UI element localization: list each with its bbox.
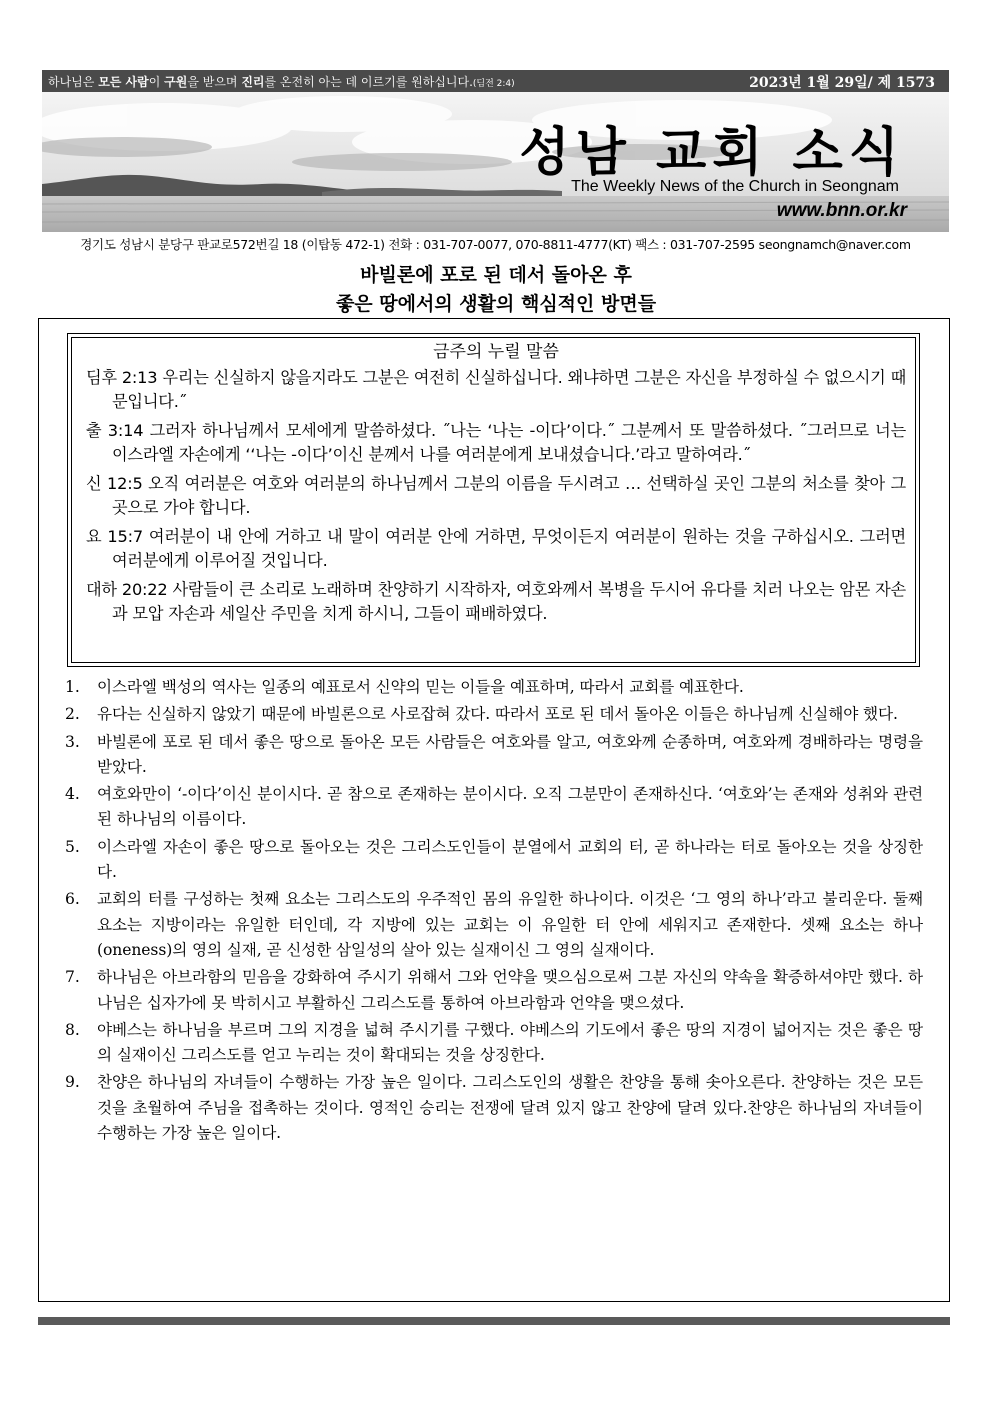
key-point-item [65, 1018, 923, 1069]
masthead-top-bar [42, 70, 949, 92]
verse-text: 사람들이 큰 소리로 노래하며 찬양하기 시작하자, 여호와께서 복병을 두시어 유다를 치러 나오는 암몬 자손과 모압 자손과 세일산 주민을 치게 하시니, 그들이 패배하였다. [112, 580, 906, 623]
masthead-verse-part: 를 온전히 아는 데 이르기를 원하십니다. [264, 75, 473, 89]
key-points-list [65, 675, 923, 1148]
key-point-text: 여호와만이 ‘-이다’이신 분이시다. 곧 참으로 존재하는 분이시다. 오직 그분만이 존재하신다. ‘여호와’는 존재와 성취와 관련된 하나님의 이름이다. [97, 785, 923, 829]
footer-rule [38, 1317, 950, 1325]
verse-reference: 대하 20:22 [86, 580, 168, 599]
key-point-item [65, 887, 923, 963]
verse-text: 오직 여러분은 여호와 여러분의 하나님께서 그분의 이름을 두시려고 … 선택하실 곳인 그분의 처소를 찾아 그곳으로 가야 합니다. [112, 474, 906, 517]
key-point-number: 7. [65, 968, 80, 987]
key-point-text: 야베스는 하나님을 부르며 그의 지경을 넓혀 주시기를 구했다. 야베스의 기도에서 좋은 땅의 지경이 넓어지는 것은 좋은 땅의 실재이신 그리스도를 얻고 누리는 것이 확대되는 것을 상징한다. [97, 1020, 923, 1065]
website-link[interactable]: www.bnn.or.kr [776, 200, 907, 221]
verse-item [86, 366, 906, 414]
key-point-text: 교회의 터를 구성하는 첫째 요소는 그리스도의 우주적인 몸의 유일한 하나이다. 이것은 ‘그 영의 하나’라고 불리운다. 둘째 요소는 지방이라는 유일한 터인데, 각 지방에 있는 교회는 이 유일한 터 안에 세워지고 존재한다. 셋째 요소는 하나(oneness)의 영의 실재, 곧 신성한 삼일성의 살아 있는 실재이신 그 영의 실재이다. [97, 890, 923, 959]
verse-box-inner [71, 337, 916, 663]
verse-item [86, 525, 906, 573]
verse-text: 여러분이 내 안에 거하고 내 말이 여러분 안에 거하면, 무엇이든지 여러분이 원하는 것을 구하십시오. 그러면 여러분에게 이루어질 것입니다. [112, 527, 906, 570]
verse-reference: 출 3:14 [86, 421, 144, 440]
key-point-item [65, 730, 923, 781]
newsletter-subtitle: The Weekly News of the Church in Seongnam [571, 178, 899, 195]
content-frame [38, 318, 950, 1302]
headline [0, 261, 992, 319]
key-point-number: 3. [65, 732, 80, 751]
key-point-item [65, 675, 923, 700]
key-point-text: 바빌론에 포로 된 데서 좋은 땅으로 돌아온 모든 사람들은 여호와를 알고, 여호와께 순종하며, 여호와께 경배하라는 명령을 받았다. [97, 732, 923, 776]
verse-reference: 요 15:7 [86, 527, 143, 546]
key-point-number: 6. [65, 890, 80, 909]
key-point-number: 2. [65, 705, 80, 724]
key-point-text: 하나님은 아브라함의 믿음을 강화하여 주시기 위해서 그와 언약을 맺으심으로써 그분 자신의 약속을 확증하셔야만 했다. 하나님은 십자가에 못 박히시고 부활하신 그리스도를 통하여 아브라함과 언약을 맺으셨다. [97, 968, 923, 1012]
verse-reference: 딤후 2:13 [86, 368, 158, 387]
key-point-item [65, 782, 923, 833]
verse-item [86, 419, 906, 467]
key-point-text: 이스라엘 자손이 좋은 땅으로 돌아오는 것은 그리스도인들이 분열에서 교회의 터, 곧 하나라는 터로 돌아오는 것을 상징한다. [97, 837, 923, 882]
key-point-number: 9. [65, 1073, 80, 1092]
masthead-verse [48, 73, 515, 90]
newsletter-title: 성남 교회 소식 [519, 123, 905, 183]
masthead-verse-part: 구원 [164, 75, 188, 89]
headline-line-1: 바빌론에 포로 된 데서 돌아온 후 [360, 264, 632, 286]
verse-box [67, 333, 920, 667]
verse-text: 우리는 신실하지 않을지라도 그분은 여전히 신실하십니다. 왜냐하면 그분은 자신을 부정하실 수 없으시기 때문입니다.˝ [112, 368, 907, 411]
key-point-item [65, 702, 923, 727]
masthead-verse-part: 진리 [241, 75, 265, 89]
verse-box-title: 금주의 누릴 말씀 [433, 342, 559, 362]
key-point-number: 1. [65, 678, 80, 696]
masthead-verse-part: 하나님은 [48, 75, 99, 89]
masthead-verse-part: 모든 사람 [98, 75, 149, 89]
key-point-item [65, 965, 923, 1016]
verse-item [86, 578, 906, 626]
masthead-banner [42, 92, 949, 232]
key-point-item [65, 1070, 923, 1146]
key-point-text: 이스라엘 백성의 역사는 일종의 예표로서 신약의 믿는 이들을 예표하며, 따라서 교회를 예표한다. [97, 678, 744, 696]
headline-line-2: 좋은 땅에서의 생활의 핵심적인 방면들 [335, 293, 657, 315]
masthead-verse-part: 이 [148, 75, 165, 89]
verse-item [86, 472, 906, 520]
masthead-verse-ref: (딤전 2:4) [472, 79, 515, 89]
verse-text: 그러자 하나님께서 모세에게 말씀하셨다. ˝나는 ‘나는 -이다’이다.˝ 그분께서 또 말씀하셨다. ˝그러므로 너는 이스라엘 자손에게 ‘‘나는 -이다’이신 분께서 나를 여러분에게 보내셨습니다.’라고 말하여라.˝ [112, 421, 907, 464]
church-address: 경기도 성남시 분당구 판교로572번길 18 (이탑동 472-1) 전화 : 031-707-0077, 070-8811-4777(KT) 팩스 : 031-707-2595 seongnamch@naver.com [80, 237, 911, 252]
issue-date: 2023년 1월 29일/ 제 1573 [749, 75, 935, 91]
key-point-text: 찬양은 하나님의 자녀들이 수행하는 가장 높은 일이다. 그리스도인의 생활은 찬양을 통해 솟아오른다. 찬양하는 것은 모든 것을 초월하여 주님을 접촉하는 것이다. 영적인 승리는 전쟁에 달려 있지 않고 찬양에 달려 있다.찬양은 하나님의 자녀들이 수행하는 가장 높은 일이다. [97, 1073, 923, 1143]
verse-reference: 신 12:5 [86, 474, 143, 493]
masthead-verse-part: 을 받으며 [187, 75, 242, 89]
key-point-number: 4. [65, 785, 80, 804]
key-point-text: 유다는 신실하지 않았기 때문에 바빌론으로 사로잡혀 갔다. 따라서 포로 된 데서 돌아온 이들은 하나님께 신실해야 했다. [97, 705, 898, 724]
key-point-number: 5. [65, 837, 80, 856]
key-point-item [65, 835, 923, 886]
key-point-number: 8. [65, 1020, 80, 1039]
verse-list [86, 366, 906, 626]
